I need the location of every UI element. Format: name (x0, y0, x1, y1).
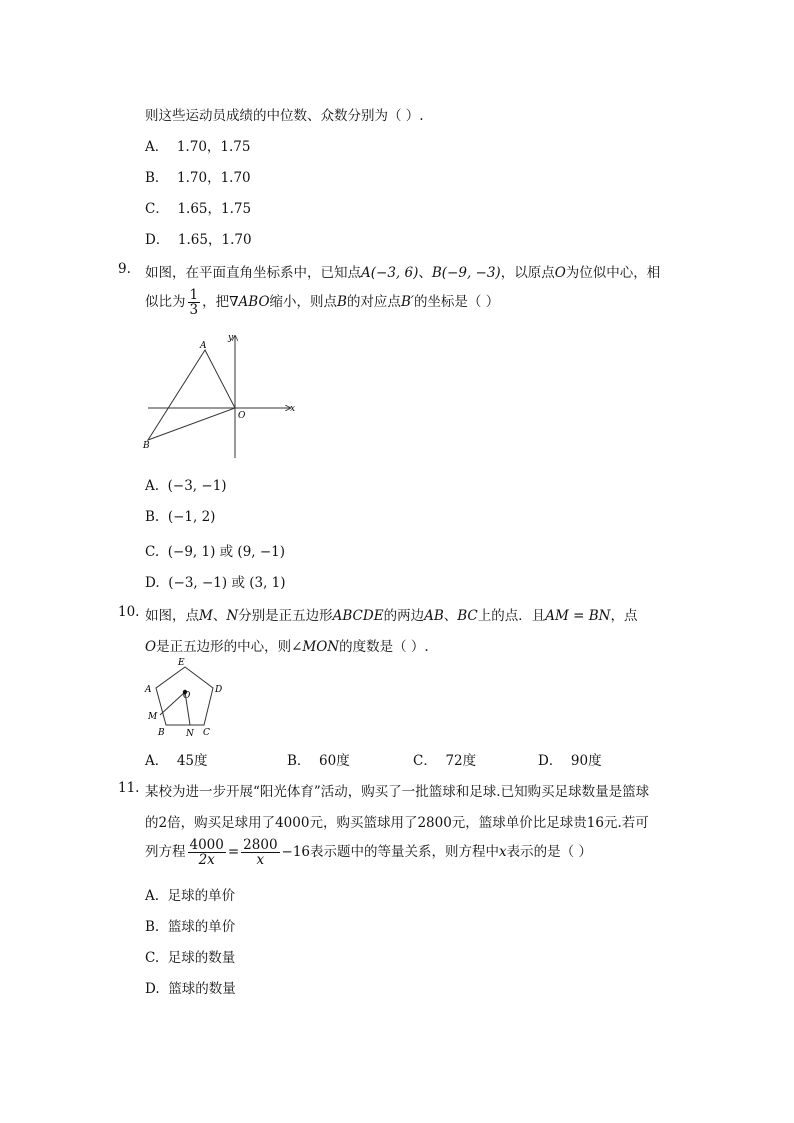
svg-text:C: C (203, 728, 210, 738)
q11-option-b[interactable]: B. 篮球的单价 (145, 919, 236, 935)
svg-text:E: E (178, 658, 185, 668)
q9-option-c[interactable]: C. (−9, 1) 或 (9, −1) (145, 544, 286, 560)
label-o: O (238, 411, 246, 421)
label-a: A (200, 341, 207, 351)
q10-number: 10. (118, 604, 140, 620)
q8-option-a[interactable]: A． 1.70，1.75 (145, 139, 251, 155)
q11-number: 11. (118, 780, 140, 796)
svg-text:M: M (148, 712, 158, 722)
svg-text:D: D (215, 685, 223, 695)
q9-coordinate-figure (140, 330, 300, 465)
svg-text:A: A (145, 685, 152, 695)
q11-fraction-1: $\frac{4000}{2x}$ (189, 837, 224, 869)
q8-stem: 则这些运动员成绩的中位数、众数分别为（ ）. (145, 108, 424, 124)
q10-stem-line1: 如图，点M、N分别是正五边形ABCDE的两边AB、BC上的点．且AM = BN，点 (145, 608, 638, 624)
q11-option-a[interactable]: A. 足球的单价 (145, 888, 236, 904)
q11-stem-line2: 的2倍，购买足球用了4000元，购买篮球用了2800元，篮球单价比足球贵16元.若可 (145, 815, 649, 831)
q9-option-b[interactable]: B. (−1, 2) (145, 509, 216, 525)
q10-option-d[interactable]: D． 90度 (538, 753, 602, 769)
q11-stem-line3: 列方程 $\frac{4000}{2x}$ = $\frac{2800}{x}$ −16表示题中的等量关系，则方程中x表示的是（ ） (145, 837, 592, 869)
q9-stem-line1: 如图，在平面直角坐标系中，已知点A(−3, 6)、B(−9, −3)，以原点O为位似中心，相 (145, 265, 661, 281)
q8-option-b[interactable]: B． 1.70，1.70 (145, 170, 251, 186)
q9-point-a: A(−3, 6) (361, 265, 419, 281)
q10-option-b[interactable]: B． 60度 (287, 753, 350, 769)
q9-point-b: B(−9, −3) (431, 265, 501, 281)
q10-option-c[interactable]: C． 72度 (413, 753, 477, 769)
q11-option-d[interactable]: D. 篮球的数量 (145, 981, 236, 997)
label-y: y (228, 333, 234, 343)
triangle-abo (148, 350, 235, 440)
label-b: B (143, 441, 150, 451)
svg-text:O: O (183, 691, 191, 701)
q9-option-a[interactable]: A. (−3, −1) (145, 478, 227, 494)
svg-text:N: N (186, 729, 194, 739)
q11-fraction-2: $\frac{2800}{x}$ (243, 837, 278, 869)
q10-stem-line2: O是正五边形的中心，则∠MON的度数是（ ）. (145, 639, 429, 655)
q9-fraction: $\frac{1}{3}$ (189, 287, 199, 319)
q10-option-a[interactable]: A． 45度 (145, 753, 208, 769)
q9-option-d[interactable]: D. (−3, −1) 或 (3, 1) (145, 575, 286, 591)
q8-option-c[interactable]: C． 1.65，1.75 (145, 201, 252, 217)
label-x: x (290, 404, 296, 414)
q8-option-d[interactable]: D． 1.65，1.70 (145, 232, 252, 248)
q9-number: 9. (118, 261, 131, 277)
q10-pentagon-figure (140, 655, 230, 740)
q9-stem-line2: 似比为 $\frac{1}{3}$ ，把∇ABO缩小，则点B的对应点B′的坐标是（ ） (145, 287, 500, 319)
q11-stem-line1: 某校为进一步开展“阳光体育”活动，购买了一批篮球和足球.已知购买足球数量是篮球 (145, 784, 650, 800)
segment-om (160, 692, 185, 715)
svg-text:B: B (158, 728, 165, 738)
q11-option-c[interactable]: C. 足球的数量 (145, 950, 236, 966)
